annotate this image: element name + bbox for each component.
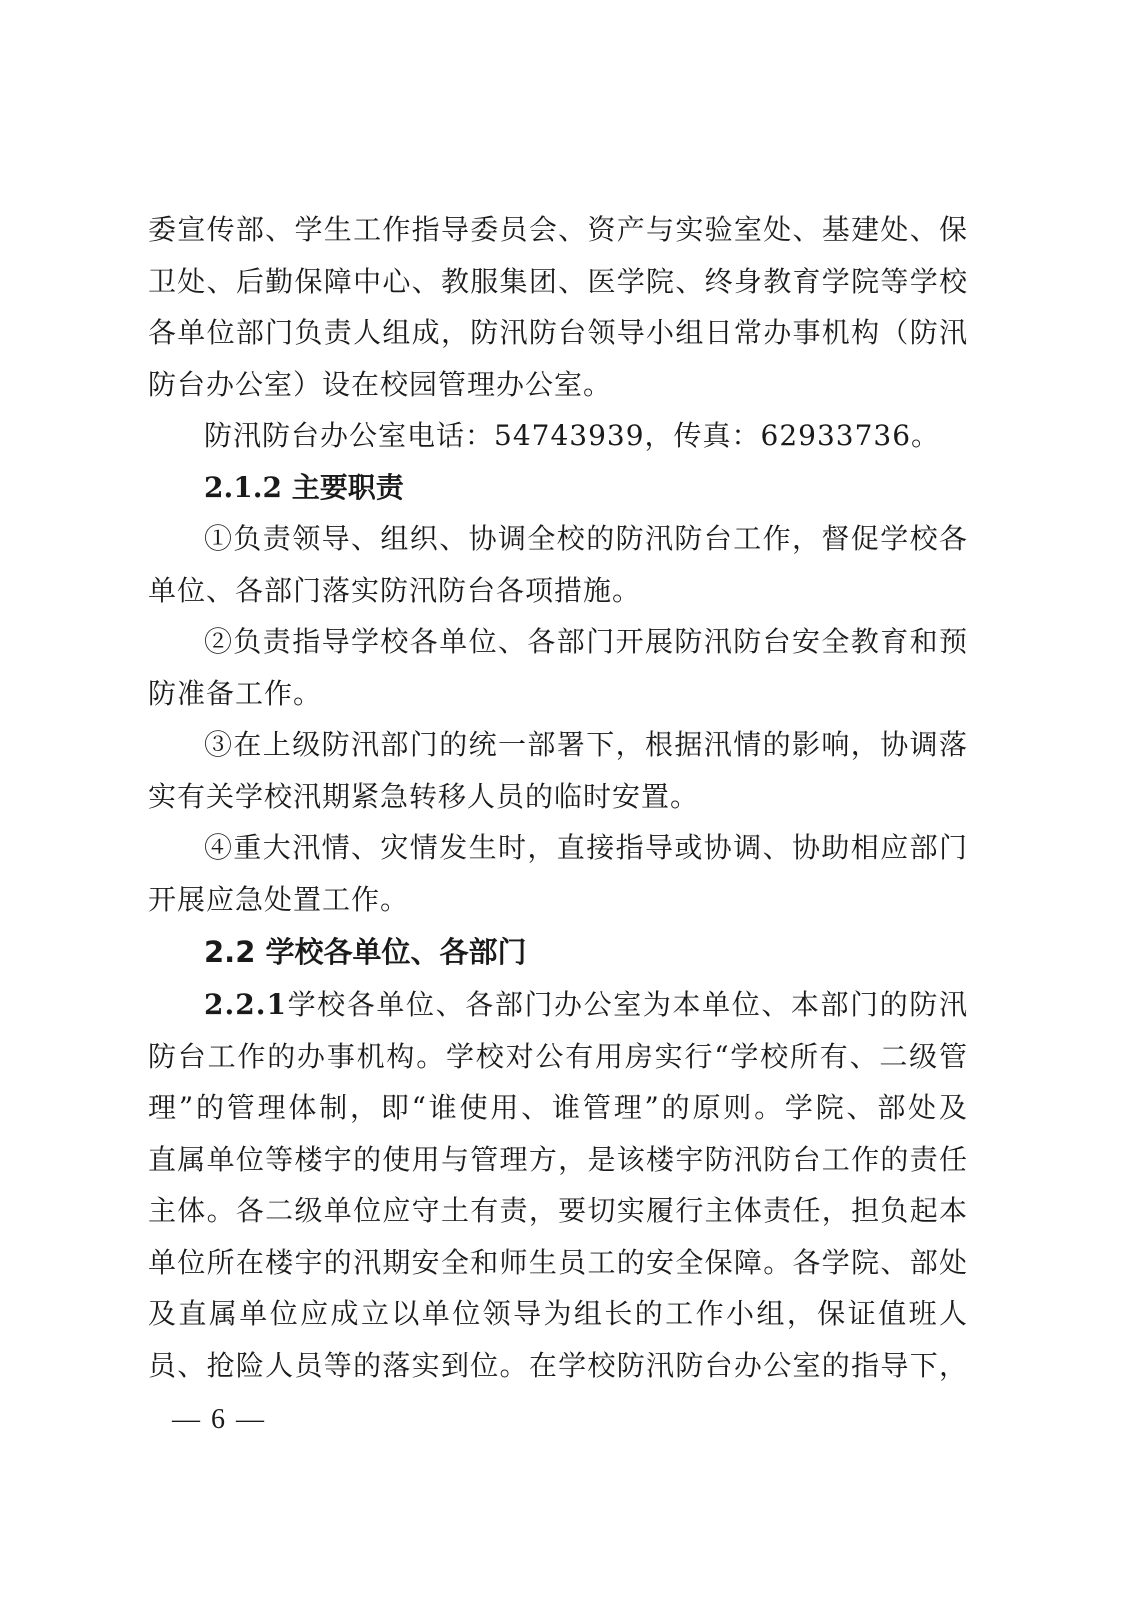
page-number: — 6 — — [172, 1404, 266, 1435]
duty-item-1-cont: 单位、各部门落实防汛防台各项措施。 — [148, 573, 642, 607]
paragraph-2-2-1 — [148, 979, 968, 1031]
subheading-main-duties: 2.1.2 主要职责 — [204, 470, 404, 504]
paragraph-line: 直属单位等楼宇的使用与管理方，是该楼宇防汛防台工作的责任 — [148, 1142, 968, 1176]
paragraph-line: 主体。各二级单位应守土有责，要切实履行主体责任，担负起本 — [148, 1194, 968, 1227]
paragraph-line: 防台工作的办事机构。学校对公有用房实行“学校所有、二级管 — [148, 1039, 968, 1073]
section-heading-2-2: 2.2 学校各单位、各部门 — [204, 935, 527, 969]
duty-item-2: ②负责指导学校各单位、各部门开展防汛防台安全教育和预 — [204, 625, 968, 658]
duty-item-1: ①负责领导、组织、协调全校的防汛防台工作，督促学校各 — [204, 522, 968, 555]
page-content — [148, 204, 968, 1391]
paragraph-line: 委宣传部、学生工作指导委员会、资产与实验室处、基建处、保 — [148, 213, 968, 246]
paragraph-line: 及直属单位应成立以单位领导为组长的工作小组，保证值班人 — [148, 1297, 968, 1330]
duty-item-3-cont: 实有关学校汛期紧急转移人员的临时安置。 — [148, 779, 700, 813]
duty-item-4-cont: 开展应急处置工作。 — [148, 882, 410, 916]
paragraph-line: 单位所在楼宇的汛期安全和师生员工的安全保障。各学院、部处 — [148, 1245, 968, 1279]
paragraph-line: 员、抢险人员等的落实到位。在学校防汛防台办公室的指导下， — [148, 1348, 968, 1382]
duty-item-4: ④重大汛情、灾情发生时，直接指导或协调、协助相应部门 — [204, 831, 968, 864]
paragraph-line: 卫处、后勤保障中心、教服集团、医学院、终身教育学院等学校 — [148, 264, 968, 298]
paragraph-line: 理”的管理体制，即“谁使用、谁管理”的原则。学院、部处及 — [148, 1091, 968, 1124]
paragraph-line: 防台办公室）设在校园管理办公室。 — [148, 367, 613, 401]
paragraph-line: 各单位部门负责人组成，防汛防台领导小组日常办事机构（防汛 — [148, 316, 968, 349]
contact-phone-fax: 防汛防台办公室电话：54743939，传真：62933736。 — [204, 419, 941, 452]
paragraph-line: 学校各单位、各部门办公室为本单位、本部门的防汛 — [286, 988, 968, 1021]
duty-item-3: ③在上级防汛部门的统一部署下，根据汛情的影响，协调落 — [204, 728, 968, 761]
clause-number: 2.2.1 — [204, 988, 287, 1021]
duty-item-2-cont: 防准备工作。 — [148, 676, 323, 710]
